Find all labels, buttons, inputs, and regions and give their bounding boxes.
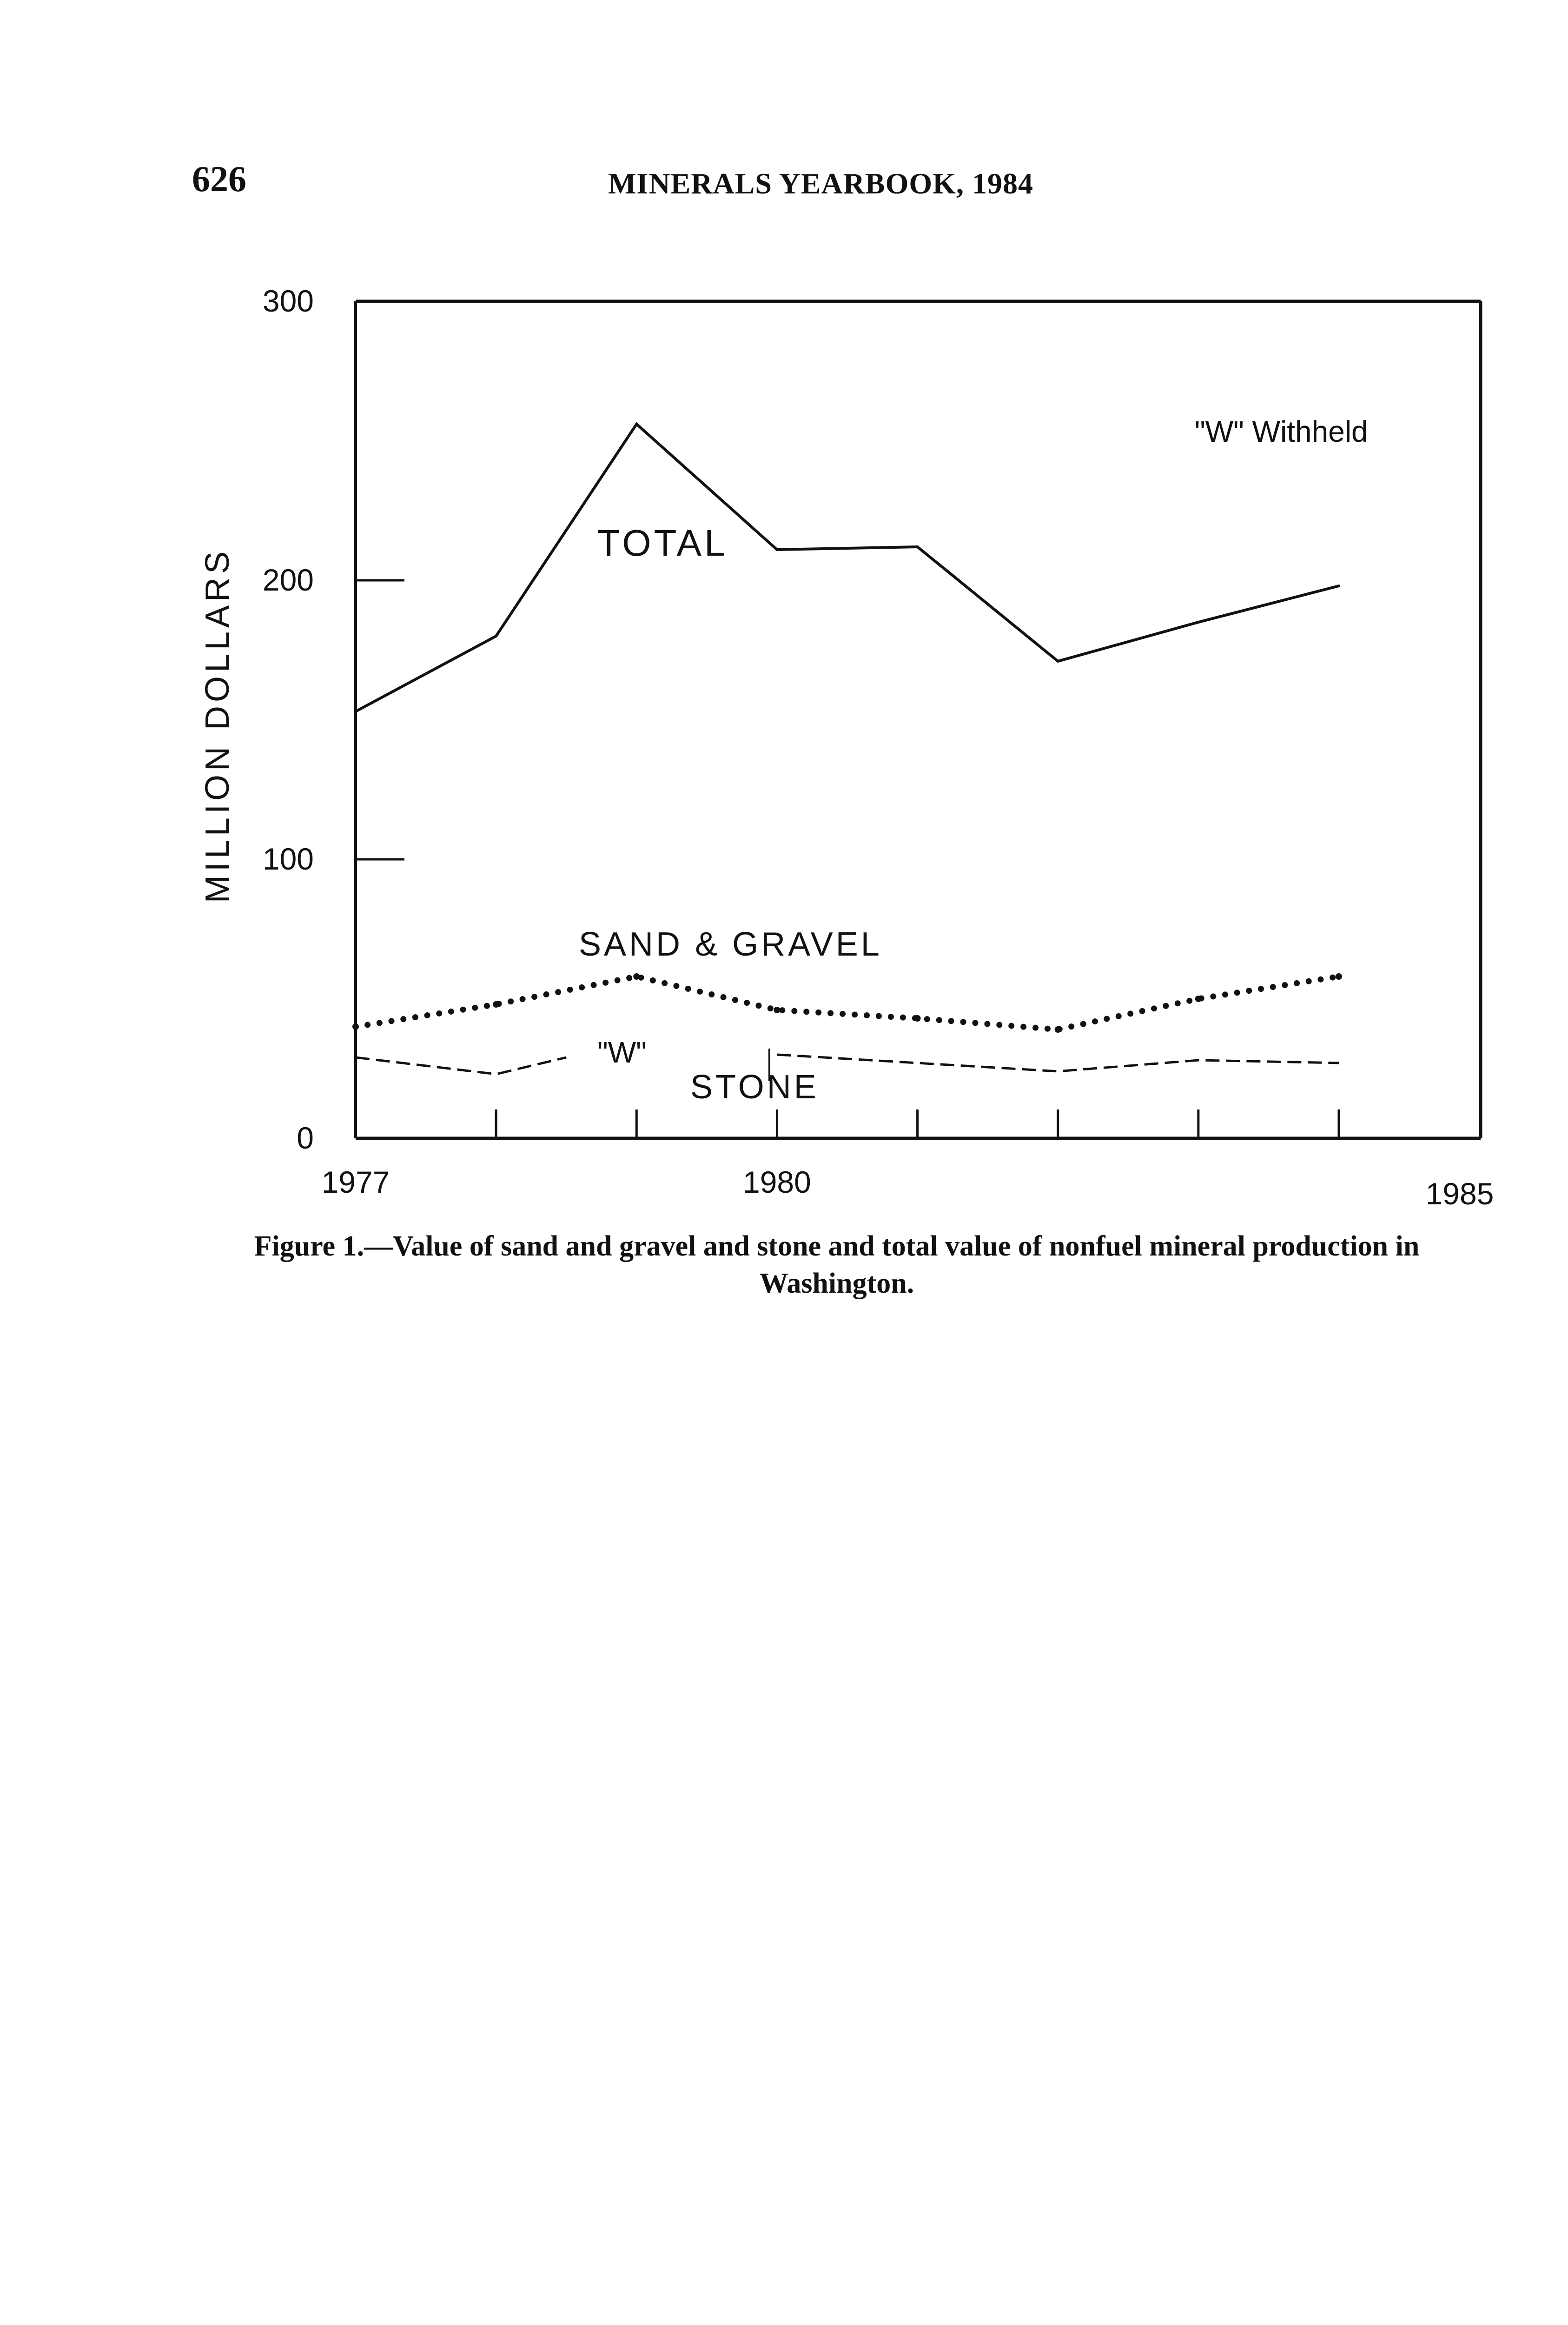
x-tick-label: 1977 xyxy=(321,1165,390,1199)
sand-gravel-point xyxy=(914,1015,921,1022)
figure-caption: Figure 1.—Value of sand and gravel and stone and total value of nonfuel mineral production in Washington. xyxy=(254,1230,1420,1299)
sand-gravel-point xyxy=(1336,973,1342,980)
y-axis-label: MILLION DOLLARS xyxy=(199,547,236,903)
x-tick-label: 1985 xyxy=(1425,1176,1494,1211)
stone-line xyxy=(777,1055,1339,1071)
sand-gravel-line xyxy=(356,976,1339,1030)
chart-ticks xyxy=(356,580,1339,1138)
total-point xyxy=(354,710,357,713)
sand-gravel-point xyxy=(493,1001,499,1008)
total-point xyxy=(495,635,497,638)
sand-gravel-point xyxy=(633,973,640,980)
sand-gravel-point xyxy=(774,1007,780,1013)
running-head: MINERALS YEARBOOK, 1984 xyxy=(608,167,1033,200)
total-point xyxy=(635,423,638,425)
page-number: 626 xyxy=(192,159,246,199)
chart-labels xyxy=(199,284,1494,1211)
total-point xyxy=(1197,621,1200,624)
stone-line xyxy=(356,1057,566,1074)
sand-gravel-point xyxy=(1195,996,1202,1002)
sand-gravel-label: SAND & GRAVEL xyxy=(579,926,882,963)
chart-series xyxy=(352,423,1342,1074)
y-tick-label: 200 xyxy=(262,563,314,597)
total-point xyxy=(1057,660,1059,663)
stone-label: STONE xyxy=(690,1069,819,1106)
total-label: TOTAL xyxy=(597,522,728,564)
total-point xyxy=(916,545,919,548)
y-tick-label: 0 xyxy=(297,1121,314,1155)
y-tick-label: 100 xyxy=(262,842,314,876)
y-tick-label: 300 xyxy=(262,284,314,318)
withheld-mark: "W" xyxy=(597,1036,647,1069)
sand-gravel-point xyxy=(1055,1026,1061,1033)
total-point xyxy=(775,548,778,551)
sand-gravel-point xyxy=(352,1023,359,1030)
x-tick-label: 1980 xyxy=(743,1165,811,1199)
total-line xyxy=(356,424,1339,711)
total-point xyxy=(1337,585,1340,587)
withheld-note: "W" Withheld xyxy=(1195,415,1368,448)
